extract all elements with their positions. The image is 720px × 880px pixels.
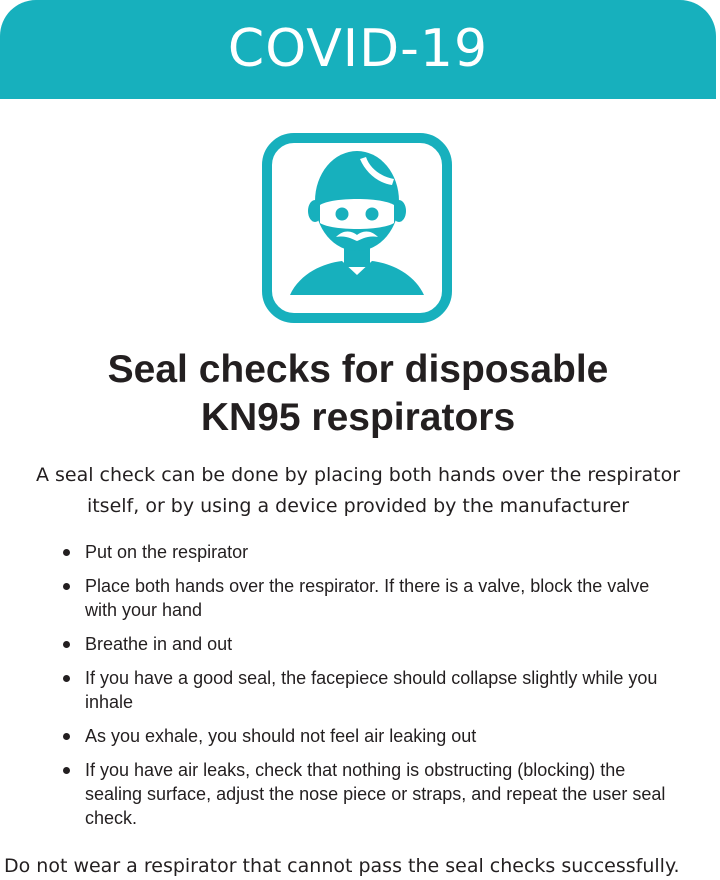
intro-line-1: A seal check can be done by placing both hands over the respirator <box>35 464 681 486</box>
bullet-icon <box>63 675 70 682</box>
heading-line-1: Seal checks for disposable <box>107 348 609 391</box>
list-item <box>60 574 680 622</box>
footer-warning: Do not wear a respirator that cannot pass the seal checks successfully. <box>4 855 680 877</box>
bullet-icon <box>63 733 70 740</box>
step-text: Put on the respirator <box>85 542 249 562</box>
list-item <box>60 724 680 748</box>
step-text: If you have a good seal, the facepiece should collapse slightly while you inhale <box>85 668 658 712</box>
intro-line-2: itself, or by using a device provided by the manufacturer <box>86 495 630 517</box>
title-banner <box>0 0 716 99</box>
person-wearing-respirator-icon <box>262 133 452 323</box>
step-text: Place both hands over the respirator. If there is a valve, block the valve with your hand <box>85 576 650 620</box>
heading-line-2: KN95 respirators <box>200 396 516 439</box>
list-item <box>60 666 680 714</box>
list-item <box>60 632 680 656</box>
banner-title: COVID-19 <box>227 19 489 79</box>
step-text: If you have air leaks, check that nothing is obstructing (blocking) the sealing surface, adjust the nose piece or straps, and repeat the user seal check. <box>85 760 666 828</box>
intro-paragraph <box>0 460 716 522</box>
step-text: Breathe in and out <box>85 634 233 654</box>
seal-check-steps-list <box>60 540 680 840</box>
bullet-icon <box>63 767 70 774</box>
bullet-icon <box>63 549 70 556</box>
bullet-icon <box>63 583 70 590</box>
page-heading <box>0 346 716 442</box>
step-text: As you exhale, you should not feel air leaking out <box>85 726 477 746</box>
list-item <box>60 540 680 564</box>
bullet-icon <box>63 641 70 648</box>
list-item <box>60 758 680 830</box>
